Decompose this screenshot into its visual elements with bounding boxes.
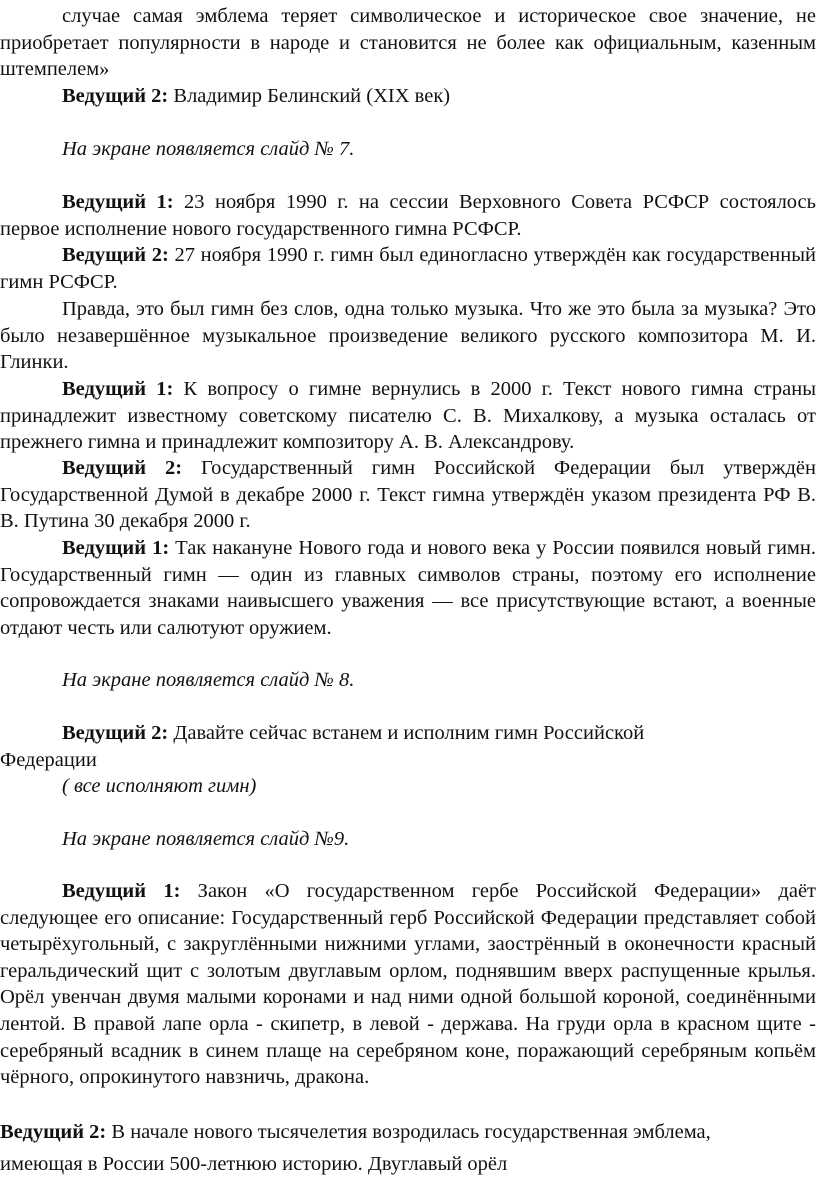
paragraph-glinka <box>0 296 816 376</box>
paragraph-presenter-2-emblem <box>0 1119 816 1146</box>
paragraph-text: Давайте сейчас встанем и исполним гимн Российской <box>168 722 645 744</box>
paragraph-presenter-2-1990 <box>0 242 816 295</box>
stage-direction-text: ( все исполняют гимн) <box>62 775 257 797</box>
paragraph-presenter-2-belinsky <box>0 83 816 110</box>
speaker-label: Ведущий 2: <box>62 244 169 266</box>
slide-note-text: На экране появляется слайд №9. <box>62 828 350 850</box>
paragraph-presenter-1-new-anthem <box>0 535 816 641</box>
speaker-label: Ведущий 1: <box>62 191 174 213</box>
speaker-label: Ведущий 2: <box>0 1121 107 1143</box>
slide-note-8 <box>0 667 816 694</box>
paragraph-text: 27 ноября 1990 г. гимн был единогласно утверждён как государственный гимн РСФСР. <box>0 244 816 293</box>
slide-note-text: На экране появляется слайд № 7. <box>62 138 355 160</box>
paragraph-text: 23 ноября 1990 г. на сессии Верховного Совета РСФСР состоялось первое исполнение нового государственного гимна РСФСР. <box>0 191 816 240</box>
paragraph-text: Владимир Белинский (XIX век) <box>168 85 451 107</box>
paragraph-presenter-2-emblem-continued <box>0 1151 816 1178</box>
paragraph-text: Государственный гимн Российской Федерации был утверждён Государственной Думой в декабре 2000 г. Текст гимна утверждён указом президента РФ В. В. Путина 30 декабря 2000 г. <box>0 457 816 533</box>
paragraph-text: Так накануне Нового года и нового века у России появился новый гимн. Государственный гимн — один из главных символов страны, поэтому его исполнение сопровождается знаками наивысшего уважения — все присутствующие встают, а военные отдают честь или салютуют оружием. <box>0 537 816 639</box>
speaker-label: Ведущий 1: <box>62 880 181 902</box>
speaker-label: Ведущий 2: <box>62 457 183 479</box>
paragraph-text: Закон «О государственном гербе Российской Федерации» даёт следующее его описание: Государственный герб Российской Федерации представляет собой четырёхугольный, с закруглёнными нижними углами, заострённый в оконечности красный геральдический щит с золотым двуглавым орлом, поднявшим вверх распущенные крылья. Орёл увенчан двумя малыми коронами и над ними одной большой короной, соединёнными лентой. В правой лапе орла - скипетр, в левой - держава. На груди орла в красном щите - серебряный всадник в синем плаще на серебряном коне, поражающий серебряным копьём чёрного, опрокинутого навзничь, дракона. <box>0 880 816 1089</box>
paragraph-presenter-1-coat-of-arms <box>0 878 816 1091</box>
paragraph-presenter-1-1990 <box>0 189 816 242</box>
paragraph-presenter-2-duma <box>0 455 816 535</box>
paragraph-text-continued: Федерации <box>0 748 97 771</box>
speaker-label: Ведущий 2: <box>62 722 169 744</box>
speaker-label: Ведущий 1: <box>62 378 174 400</box>
paragraph-quote-end <box>0 3 816 83</box>
slide-note-9 <box>0 826 816 853</box>
slide-note-7 <box>0 136 816 163</box>
paragraph-presenter-2-stand <box>0 720 816 773</box>
paragraph-presenter-1-2000 <box>0 376 816 456</box>
speaker-label: Ведущий 1: <box>62 537 170 559</box>
slide-note-text: На экране появляется слайд № 8. <box>62 669 355 691</box>
anthem-stage-direction <box>0 773 816 800</box>
paragraph-text: Правда, это был гимн без слов, одна только музыка. Что же это была за музыка? Это было незавершённое музыкальное произведение великого русского композитора М. И. Глинки. <box>0 298 816 374</box>
paragraph-text: В начале нового тысячелетия возродилась государственная эмблема, <box>106 1121 711 1143</box>
paragraph-text: К вопросу о гимне вернулись в 2000 г. Текст нового гимна страны принадлежит известному советскому писателю С. В. Михалкову, а музыка осталась от прежнего гимна и принадлежит композитору А. В. Александрову. <box>0 378 816 454</box>
paragraph-text: случае самая эмблема теряет символическое и историческое свое значение, не приобретает популярности в народе и становится не более как официальным, казенным штемпелем» <box>0 5 816 81</box>
speaker-label: Ведущий 2: <box>62 85 169 107</box>
paragraph-text-continued: имеющая в России 500-летнюю историю. Двуглавый орёл <box>0 1153 508 1175</box>
